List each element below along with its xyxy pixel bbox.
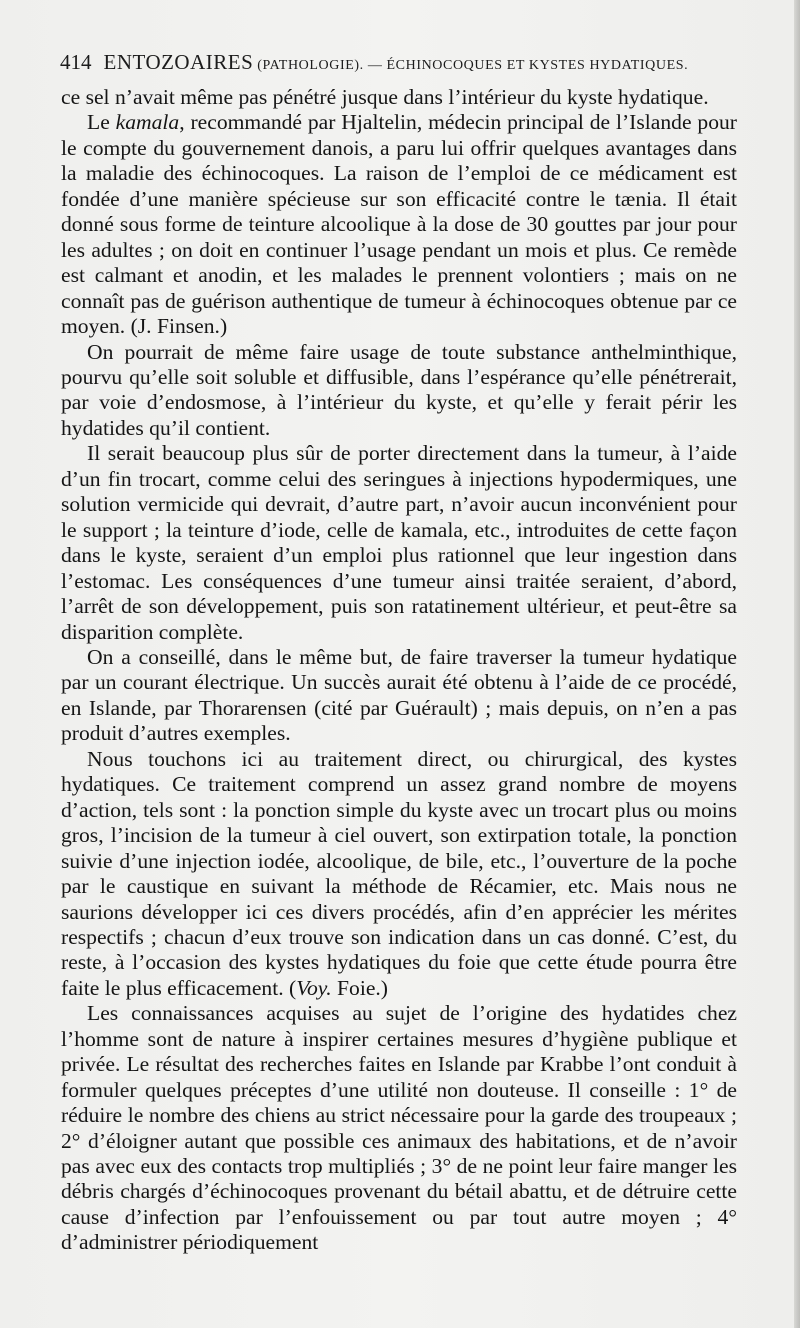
paragraph-text: ce sel n’avait même pas pénétré jusque dans l’intérieur du kyste hydatique. (61, 85, 709, 109)
page-edge (794, 0, 800, 1328)
paragraph-text: , recommandé par Hjaltelin, médecin principal de l’Islande pour le compte du gouvernement danois, a paru lui offrir quelques avantages dans la maladie des échinocoques. La raison de l’emploi de ce médicament est fondée d’une manière spécieuse sur son efficacité contre le tænia. Il était donné sous forme de teinture alcoolique à la dose de 30 gouttes par jour pour les adultes ; on doit en continuer l’usage pendant un mois et plus. Ce remède est calmant et anodin, et les malades le prennent volontiers ; mais on ne connaît pas de guérison authentique de tumeur à échinocoques obtenue par ce moyen. (J. Finsen.) (61, 110, 737, 339)
paragraph-text: On a conseillé, dans le même but, de faire traverser la tumeur hydatique par un courant électrique. Un succès aurait été obtenu à l’aide de ce procédé, en Islande, par Thorarensen (cité par Guérault) ; mais depuis, on n’en a pas produit d’autres exemples. (61, 644, 737, 746)
paragraph-lead: Le (87, 110, 116, 135)
paragraph-text: Les connaissances acquises au sujet de l’origine des hydatides chez l’homme sont de nature à inspirer certaines mesures d’hygiène publique et privée. Le résultat des recherches faites en Islande par Krabbe l’ont conduit à formuler quelques préceptes d’une utilité non douteuse. Il conseille : 1° de réduire le nombre des chiens au strict nécessaire pour la garde des troupeaux ; 2° d’éloigner autant que possible ces animaux des habitations, et de n’avoir pas avec eux des contacts trop multipliés ; 3° de ne point leur faire manger les débris chargés d’échinocoques provenant du bétail abattu, et de détruire cette cause d’infection par l’enfouissement ou par tout autre moyen ; 4° d’administrer périodiquement (61, 1001, 737, 1255)
paragraph-text: On pourrait de même faire usage de toute substance anthelminthique, pourvu qu’elle soit soluble et diffusible, dans l’espérance qu’elle pénétrerait, par voie d’endosmose, à l’intérieur du kyste, et qu’elle y ferait périr les hydatides qu’il contient. (61, 339, 737, 440)
page-number: 414 (60, 50, 92, 74)
paragraph-hygiene (61, 1001, 737, 1256)
italic-term: kamala (115, 110, 180, 135)
running-subtitle: (PATHOLOGIE). — ÉCHINOCOQUES ET KYSTES HYDATIQUES. (257, 58, 689, 73)
running-title: ENTOZOAIRES (103, 50, 254, 74)
paragraph-courant-electrique (61, 645, 737, 747)
body-text (61, 85, 737, 1256)
paragraph-text: Il serait beaucoup plus sûr de porter directement dans la tumeur, à l’aide d’un fin trocart, comme celui des seringues à injections hypodermiques, une solution vermicide qui devrait, d’autre part, n’avoir aucun inconvénient pour le support ; la teinture d’iode, celle de kamala, etc., introduites de cette façon dans le kyste, seraient d’un emploi plus rationnel que leur ingestion dans l’estomac. Les conséquences d’une tumeur ainsi traitée seraient, d’abord, l’arrêt de son développement, puis son ratatinement ultérieur, et peut-être sa disparition complète. (61, 441, 737, 644)
paragraph-continued (61, 85, 737, 110)
paragraph-text: Nous touchons ici au traitement direct, ou chirurgical, des kystes hydatiques. Ce traitement comprend un assez grand nombre de moyens d’action, tels sont : la ponction simple du kyste avec un trocart plus ou moins gros, l’incision de la tumeur à ciel ouvert, son extirpation totale, la ponction suivie d’une injection iodée, alcoolique, de bile, etc., l’ouverture de la poche par le caustique en suivant la méthode de Récamier, etc. Mais nous ne saurions développer ici ces divers procédés, afin d’en apprécier les mérites respectifs ; chacun d’eux trouve son indication dans un cas donné. C’est, du reste, à l’occasion des kystes hydatiques du foie que cette étude pourra être faite le plus efficacement. ( (61, 746, 737, 1000)
italic-reference: Voy. (296, 975, 332, 1000)
paragraph-traitement-direct (61, 747, 737, 1002)
reference-tail: Foie.) (331, 975, 388, 1000)
paragraph-kamala (61, 110, 737, 339)
running-header (60, 50, 740, 75)
paragraph-anthelminthique (61, 340, 737, 442)
paragraph-trocart (61, 441, 737, 645)
